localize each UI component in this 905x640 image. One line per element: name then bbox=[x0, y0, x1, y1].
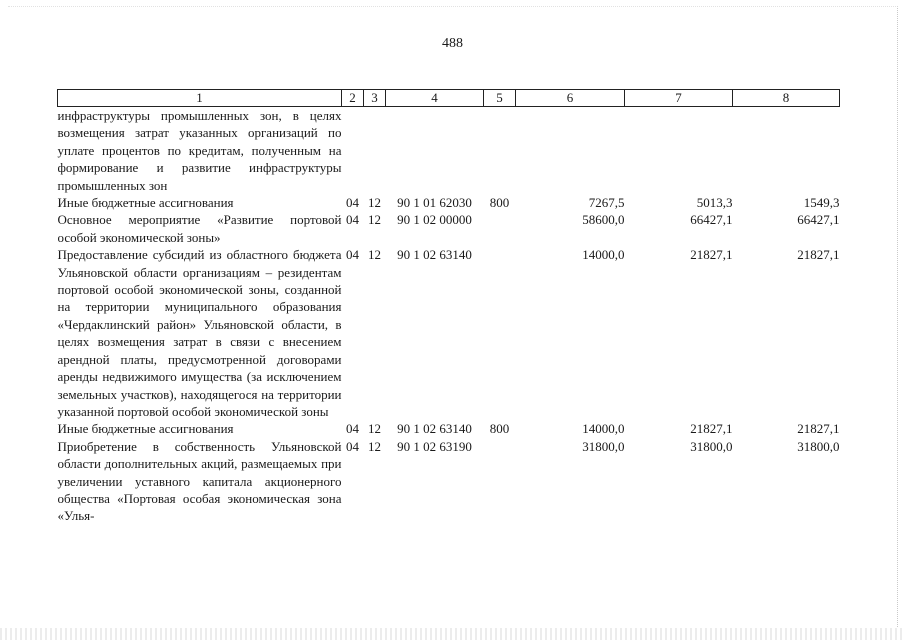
table-row bbox=[58, 211, 840, 246]
item-name: Иные бюджетные ассигнования bbox=[57, 195, 234, 211]
section-code: 04 bbox=[346, 212, 359, 228]
target-article-code bbox=[386, 107, 484, 195]
section-code: 04 bbox=[346, 195, 359, 211]
budget-table bbox=[57, 89, 840, 525]
amount-col7: 21827,1 bbox=[690, 421, 733, 437]
column-header: 2 bbox=[342, 90, 364, 107]
section-code: 04 bbox=[346, 438, 359, 454]
subsection-code bbox=[364, 107, 386, 195]
item-name: Приобретение в собственность Ульяновской области дополнительных акций, размещаемых при увеличении уставного капитала акционерного общества «Портовая особая экономическая зона «Улья- bbox=[57, 438, 342, 524]
amount-col6: 31800,0 bbox=[582, 438, 625, 454]
amount-col8 bbox=[733, 107, 840, 195]
target-article-code: 90 1 01 62030 bbox=[397, 195, 472, 211]
section-code: 04 bbox=[346, 247, 359, 263]
amount-col6: 14000,0 bbox=[582, 247, 625, 263]
column-header: 4 bbox=[386, 90, 484, 107]
amount-col6 bbox=[516, 107, 625, 195]
target-article-code: 90 1 02 63140 bbox=[397, 247, 472, 263]
item-name: Предоставление субсидий из областного бюджета Ульяновской области организациям – резидентам портовой особой экономической зоны, созданной на территории муниципального образования «Чердаклинский район» Ульяновской области, в целях возмещения затрат в связи с внесением арендной платы, предусмотренной договорами аренды недвижимого имущества (за исключением земельных участков), находящегося на территории указанной портовой особой экономической зоны bbox=[57, 247, 342, 419]
expense-type-code: 800 bbox=[489, 195, 510, 211]
amount-col6: 7267,5 bbox=[588, 195, 625, 211]
amount-col8: 66427,1 bbox=[797, 212, 840, 228]
table-row bbox=[58, 438, 840, 525]
column-header: 6 bbox=[516, 90, 625, 107]
amount-col8: 21827,1 bbox=[797, 247, 840, 263]
column-header: 1 bbox=[58, 90, 342, 107]
header-row bbox=[58, 90, 840, 107]
amount-col6: 14000,0 bbox=[582, 421, 625, 437]
target-article-code: 90 1 02 00000 bbox=[397, 212, 472, 228]
page-number: 488 bbox=[442, 36, 463, 51]
amount-col8: 21827,1 bbox=[797, 421, 840, 437]
subsection-code: 12 bbox=[368, 247, 381, 263]
table-row bbox=[58, 107, 840, 195]
section-code: 04 bbox=[346, 421, 359, 437]
expense-type-code bbox=[484, 438, 516, 525]
column-header: 8 bbox=[733, 90, 840, 107]
item-name: Иные бюджетные ассигнования bbox=[57, 421, 234, 437]
subsection-code: 12 bbox=[368, 195, 381, 211]
amount-col7 bbox=[625, 107, 733, 195]
amount-col8: 1549,3 bbox=[803, 195, 840, 211]
amount-col6: 58600,0 bbox=[582, 212, 625, 228]
column-header: 7 bbox=[625, 90, 733, 107]
table-row bbox=[58, 246, 840, 420]
item-name: Основное мероприятие «Развитие портовой особой экономической зоны» bbox=[57, 212, 342, 245]
amount-col7: 5013,3 bbox=[696, 195, 733, 211]
target-article-code: 90 1 02 63140 bbox=[397, 421, 472, 437]
subsection-code: 12 bbox=[368, 421, 381, 437]
subsection-code: 12 bbox=[368, 438, 381, 454]
amount-col7: 31800,0 bbox=[690, 438, 733, 454]
amount-col8: 31800,0 bbox=[797, 438, 840, 454]
subsection-code: 12 bbox=[368, 212, 381, 228]
column-header: 5 bbox=[484, 90, 516, 107]
amount-col7: 21827,1 bbox=[690, 247, 733, 263]
amount-col7: 66427,1 bbox=[690, 212, 733, 228]
column-header: 3 bbox=[364, 90, 386, 107]
scan-edge bbox=[0, 628, 905, 640]
table-row bbox=[58, 194, 840, 211]
item-name: инфраструктуры промышленных зон, в целях возмещения затрат указанных организаций по уплате процентов по кредитам, полученным на формирование и развитие инфраструктуры промышленных зон bbox=[57, 108, 342, 193]
table-row bbox=[58, 420, 840, 437]
target-article-code: 90 1 02 63190 bbox=[397, 438, 472, 454]
expense-type-code bbox=[484, 107, 516, 195]
expense-type-code bbox=[484, 246, 516, 420]
expense-type-code bbox=[484, 211, 516, 246]
expense-type-code: 800 bbox=[489, 421, 510, 437]
section-code bbox=[342, 107, 364, 195]
